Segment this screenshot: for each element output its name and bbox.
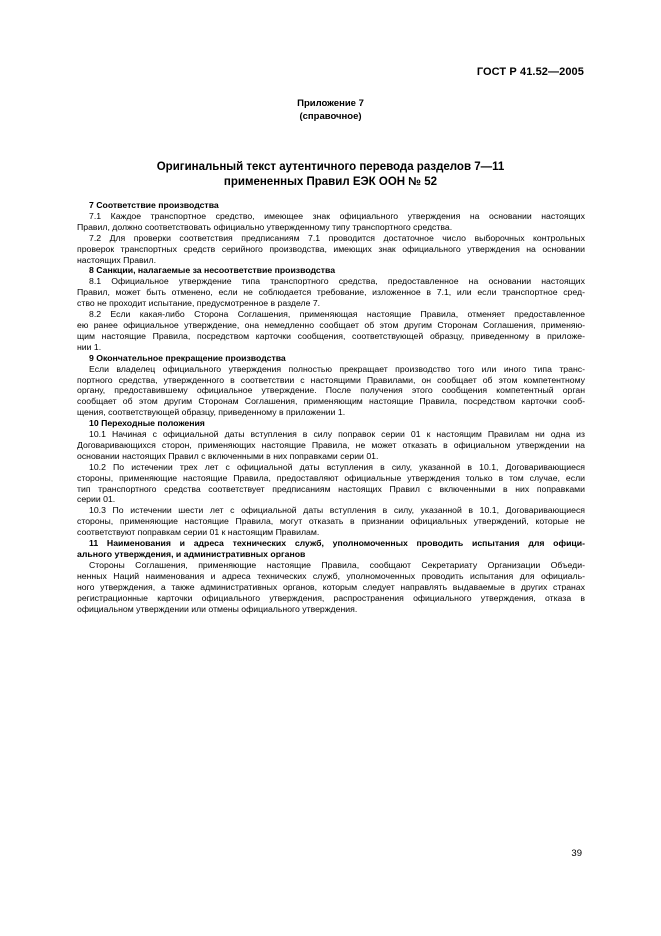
body-line: тип транспортного средства соответствует предписаниям настоящих Правил с включенными в них поправками — [77, 483, 585, 494]
body-line: Правил, может быть отменено, если не соблюдается требование, изложенное в 7.1, или если транспортное сред- — [77, 287, 585, 298]
body-line: настоящих Правил. — [77, 254, 157, 265]
body-line: соответствуют поправкам серии 01 к настоящим Правилам. — [77, 527, 320, 538]
standard-code: ГОСТ Р 41.52—2005 — [476, 66, 584, 78]
body-line: серии 01. — [77, 494, 116, 505]
section-heading-line: 7 Соответствие производства — [89, 200, 219, 210]
body-line: 8.2 Если какая-либо Сторона Соглашения, применяющая настоящие Правила, отменяет предоставленное — [89, 309, 585, 320]
body-line: 8.1 Официальное утверждение типа транспортного средства, предоставленное на основании настоящих — [89, 276, 585, 287]
section-heading-line: 8 Санкции, налагаемые за несоответствие производства — [89, 265, 336, 276]
document-title-line-2: примененных Правил ЕЭК ООН № 52 — [223, 176, 438, 188]
body-line: Если владелец официального утверждения полностью прекращает производство того или иного типа транс- — [89, 363, 585, 374]
body-line: регистрационные карточки официального утверждения, распространения официального утверждения, отказа в — [77, 592, 585, 603]
body-text — [77, 200, 585, 614]
annex-heading — [0, 97, 661, 123]
section-heading-line: 10 Переходные положения — [89, 418, 205, 429]
body-line: органу, предоставившему официальное утверждение. После получения этого сообщения компетентный орган — [77, 385, 585, 396]
body-line: 10.3 По истечении шести лет с официальной даты вступления в силу, указанной в 10.1, Договаривающиеся — [89, 505, 585, 516]
body-line: проверок транспортных средств серийного производства, имеющих знак официального утверждения на основании — [77, 243, 585, 254]
document-title-line-1: Оригинальный текст аутентичного перевода разделов 7—11 — [156, 161, 505, 173]
body-line: ненных Наций наименования и адреса технических служб, уполномоченных проводить испытания для официаль- — [77, 570, 585, 581]
body-line: 7.1 Каждое транспортное средство, имеющее знак официального утверждения на основании настоящих — [89, 210, 585, 221]
annex-type: (справочное) — [299, 111, 362, 122]
body-line: стороны, применяющие настоящие Правила, могут отказать в признании официальных утверждений, которые не — [77, 516, 585, 527]
body-line: щения, соответствующей образцу, приведенному в приложении 1. — [77, 407, 346, 418]
page-number: 39 — [571, 848, 582, 859]
section-heading-line: 11 Наименования и адреса технических служб, уполномоченных проводить испытания для офици- — [89, 538, 585, 549]
body-line: 7.2 Для проверки соответствия предписаниям 7.1 проводится достаточное число выборочных контрольных — [89, 232, 585, 243]
annex-number: Приложение 7 — [297, 98, 364, 109]
body-line: 10.2 По истечении трех лет с официальной даты вступления в силу, указанной в 10.1, Договаривающиеся — [89, 461, 585, 472]
body-line: основании настоящих Правил с включенными в них поправками серии 01. — [77, 450, 379, 461]
body-line: ство не проходит испытание, предусмотренное в разделе 7. — [77, 298, 321, 309]
body-line: Стороны Соглашения, применяющие настоящие Правила, сообщают Секретариату Организации Объеди- — [89, 559, 585, 570]
body-line: щим настоящие Правила, посредством карточки сообщения, соответствующей образцу, приведенному в приложе- — [77, 330, 585, 341]
body-line: 10.1 Начиная с официальной даты вступления в силу поправок серии 01 к настоящим Правилам ни одна из — [89, 429, 585, 440]
body-line: ного утверждения, а также административных органов, которым следует направлять выдаваемые в других странах — [77, 581, 585, 592]
body-line: официальном утверждении или отмены официального утверждения. — [77, 603, 358, 614]
body-line: сообщает об этом другим Сторонам Соглашения, применяющим настоящие Правила, посредством карточки сооб- — [77, 396, 585, 407]
body-line: ею ранее официальное утверждение, она немедленно сообщает об этом другим Сторонам Соглашения, применяю- — [77, 319, 585, 330]
document-title — [0, 160, 661, 190]
section-heading-line: 9 Окончательное прекращение производства — [89, 352, 286, 363]
body-line: нии 1. — [77, 341, 102, 352]
body-line: портного средства, утвержденного в соответствии с настоящими Правилами, он сообщает об этом компетентному — [77, 374, 585, 385]
body-line: Правил, должно соответствовать официально утвержденному типу транспортного средства. — [77, 221, 453, 232]
section-heading-line: ального утверждения, и административных органов — [77, 549, 306, 559]
body-line: стороны, применяющие настоящие Правила, предоставляют официальные утверждения только в том случае, если — [77, 472, 585, 483]
body-line: Договаривающихся сторон, применяющих настоящие Правила, не может отказать в официальном утверждении на — [77, 439, 585, 450]
